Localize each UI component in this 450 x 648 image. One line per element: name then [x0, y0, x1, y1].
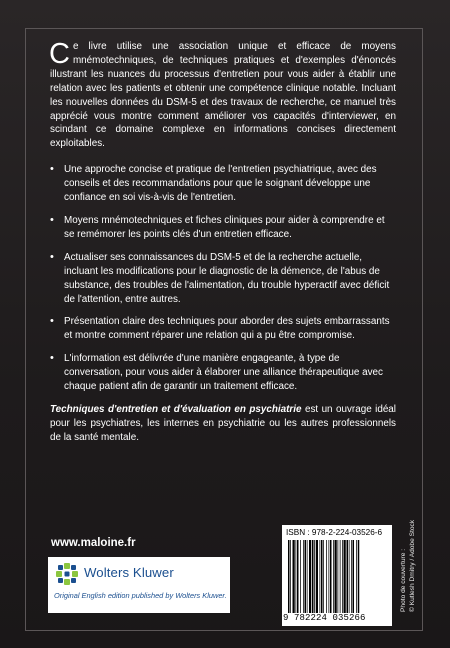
- barcode-icon: [287, 540, 387, 613]
- barcode-bar: [338, 540, 339, 613]
- barcode-bar: [330, 540, 332, 613]
- barcode-bar: [297, 540, 299, 613]
- drop-cap: C: [49, 38, 70, 70]
- barcode-bar: [307, 540, 308, 613]
- publisher-panel: [48, 557, 230, 613]
- barcode-bar: [344, 540, 346, 613]
- barcode-bar: [329, 540, 330, 613]
- barcode-bar: [342, 540, 343, 613]
- barcode-bar: [349, 540, 350, 613]
- feature-list: [50, 163, 396, 394]
- wolters-kluwer-logo-icon: [56, 563, 78, 585]
- barcode-bar: [320, 540, 321, 613]
- photo-credit-line: Photo de couverture :: [400, 548, 407, 612]
- list-item: • Une approche concise et pratique de l'entretien psychiatrique, avec des conseils et des recommandations pour que le soignant développe une confiance en soi vis-à-vis de l'entretien.: [50, 163, 396, 205]
- barcode-bar: [323, 540, 324, 613]
- barcode-bar: [316, 540, 318, 613]
- isbn-barcode-box: [282, 525, 392, 626]
- barcode-bar: [340, 540, 341, 613]
- barcode-bar: [290, 540, 291, 613]
- isbn-label: ISBN : 978-2-224-03526-6: [286, 528, 383, 537]
- barcode-bar: [326, 540, 327, 613]
- photo-credit: [400, 520, 417, 612]
- barcode-digits: 9 782224 035266: [283, 613, 366, 623]
- barcode-bar: [303, 540, 304, 613]
- barcode-bar: [356, 540, 357, 613]
- barcode-bar: [312, 540, 314, 613]
- publisher-name: Wolters Kluwer: [84, 565, 174, 580]
- closing-text: est un ouvrage idéal pour les psychiatres, les internes en psychiatrie ou les autres professionnels de la santé mentale.: [50, 403, 396, 443]
- list-item: • L'information est délivrée d'une manière engageante, à type de conversation, pour vous aider à élaborer une alliance thérapeutique avec chaque patient afin de garantir un traitement efficace.: [50, 352, 396, 394]
- barcode-bar: [335, 540, 337, 613]
- closing-paragraph: [50, 403, 396, 445]
- barcode-bar: [358, 540, 360, 613]
- list-item: • Présentation claire des techniques pour aborder des sujets embarrassants et montre comment réparer une relation qui a pu être compromise.: [50, 315, 396, 343]
- barcode-bar: [309, 540, 311, 613]
- photo-credit-line: © Kutlesh Dmitry / Adobe Stock: [408, 519, 416, 612]
- list-item: • Actualiser ses connaissances du DSM-5 et de la recherche actuelle, incluant les modifications pour le diagnostic de la démence, de l'abus de substance, des troubles de l'alimentation, du trouble hyperactif avec déficit de l'attention, entre autres.: [50, 251, 396, 307]
- barcode-bar: [353, 540, 355, 613]
- barcode-bar: [351, 540, 352, 613]
- list-item: • Moyens mnémotechniques et fiches cliniques pour aider à comprendre et se remémorer les points clés d'un entretien efficace.: [50, 214, 396, 242]
- publisher-website[interactable]: www.maloine.fr: [51, 537, 136, 549]
- barcode-bar: [305, 540, 307, 613]
- book-title: Techniques d'entretien et d'évaluation en psychiatrie: [50, 403, 302, 415]
- barcode-bar: [288, 540, 290, 613]
- barcode-bar: [321, 540, 323, 613]
- barcode-bar: [300, 540, 301, 613]
- barcode-bar: [333, 540, 334, 613]
- barcode-bar: [314, 540, 315, 613]
- edition-note: Original English edition published by Wolters Kluwer.: [54, 591, 227, 600]
- barcode-bar: [296, 540, 297, 613]
- barcode-bar: [293, 540, 295, 613]
- intro-text: e livre utilise une association unique et efficace de moyens mnémotechniques, de techniques pratiques et d'exemples d'énoncés illustrant les nuances du processus d'entretien pour vous aider à établir une relation avec les patients et obtenir une compétence clinique notable. Incluant les nouvelles données du DSM-5 et des travaux de recherche, ce manuel très apprécié vous montre comment améliorer vos capacités d'interviewer, en scindant ce domaine complexe en informations concises directement exploitables.: [50, 41, 396, 150]
- blurb: [50, 40, 396, 445]
- barcode-bar: [347, 540, 349, 613]
- intro-paragraph: [50, 40, 396, 151]
